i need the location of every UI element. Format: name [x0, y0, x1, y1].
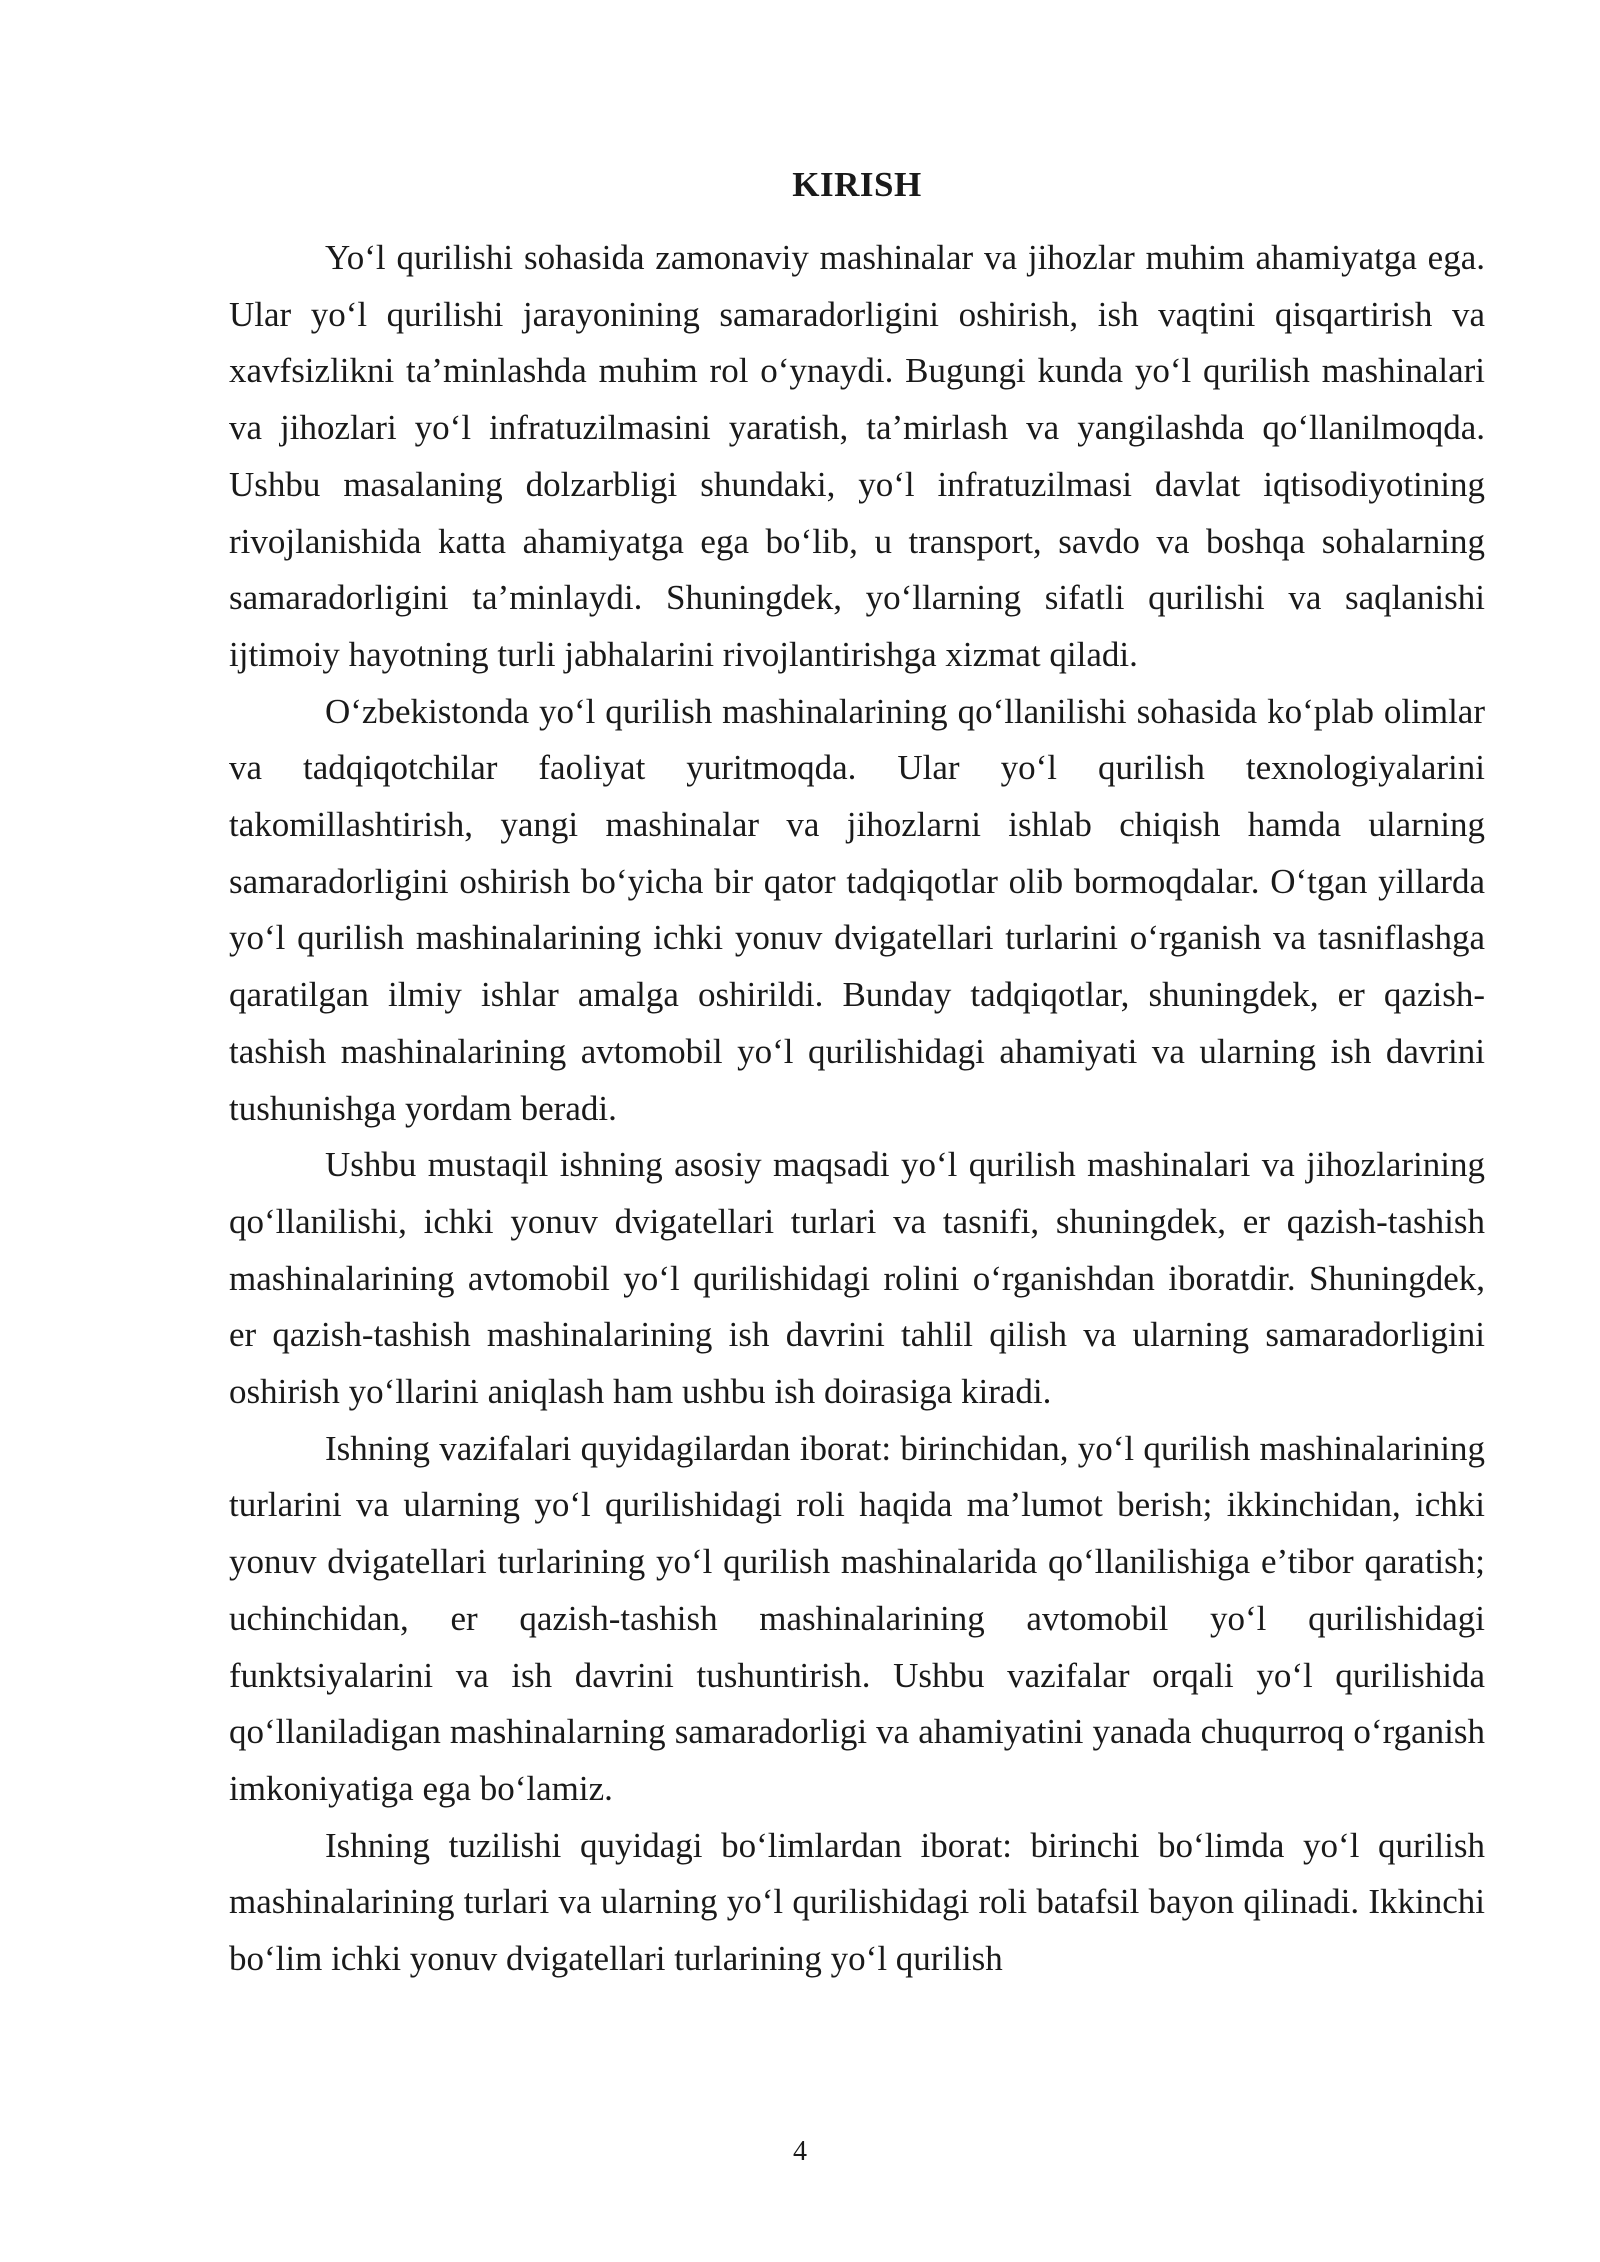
- page-number: 4: [793, 2136, 807, 2167]
- paragraph-5: Ishning tuzilishi quyidagi bo‘limlardan iborat: birinchi bo‘limda yo‘l qurilish mashinalarining turlari va ularning yo‘l qurilishidagi roli batafsil bayon qilinadi. Ikkinchi bo‘lim ichki yonuv dvigatellari turlarining yo‘l qurilish: [229, 1825, 1485, 1979]
- page-content: [229, 160, 1485, 1988]
- paragraph-2: O‘zbekistonda yo‘l qurilish mashinalarining qo‘llanilishi sohasida ko‘plab olimlar va tadqiqotchilar faoliyat yuritmoqda. Ular yo‘l qurilish texnologiyalarini takomillashtirish, yangi mashinalar va jihozlarni ishlab chiqish hamda ularning samaradorligini oshirish bo‘yicha bir qator tadqiqotlar olib bormoqdalar. O‘tgan yillarda yo‘l qurilish mashinalarining ichki yonuv dvigatellari turlarini o‘rganish va tasniflashga qaratilgan ilmiy ishlar amalga oshirildi. Bunday tadqiqotlar, shuningdek, er qazish-tashish mashinalarining avtomobil yo‘l qurilishidagi ahamiyati va ularning ish davrini tushunishga yordam beradi.: [229, 691, 1485, 1128]
- paragraph-4: Ishning vazifalari quyidagilardan iborat: birinchidan, yo‘l qurilish mashinalarining turlarini va ularning yo‘l qurilishidagi roli haqida ma’lumot berish; ikkinchidan, ichki yonuv dvigatellari turlarining yo‘l qurilish mashinalarida qo‘llanilishiga e’tibor qaratish; uchinchidan, er qazish-tashish mashinalarining avtomobil yo‘l qurilishidagi funktsiyalarini va ish davrini tushuntirish. Ushbu vazifalar orqali yo‘l qurilishida qo‘llaniladigan mashinalarning samaradorligi va ahamiyatini yanada chuqurroq o‘rganish imkoniyatiga ega bo‘lamiz.: [229, 1428, 1485, 1808]
- page-title: KIRISH: [792, 165, 922, 204]
- paragraph-1: Yo‘l qurilishi sohasida zamonaviy mashinalar va jihozlar muhim ahamiyatga ega. Ular yo‘l qurilishi jarayonining samaradorligini oshirish, ish vaqtini qisqartirish va xavfsizlikni ta’minlashda muhim rol o‘ynaydi. Bugungi kunda yo‘l qurilish mashinalari va jihozlari yo‘l infratuzilmasini yaratish, ta’mirlash va yangilashda qo‘llanilmoqda. Ushbu masalaning dolzarbligi shundaki, yo‘l infratuzilmasi davlat iqtisodiyotining rivojlanishida katta ahamiyatga ega bo‘lib, u transport, savdo va boshqa sohalarning samaradorligini ta’minlaydi. Shuningdek, yo‘llarning sifatli qurilishi va saqlanishi ijtimoiy hayotning turli jabhalarini rivojlantirishga xizmat qiladi.: [229, 238, 1485, 674]
- paragraph-3: Ushbu mustaqil ishning asosiy maqsadi yo‘l qurilish mashinalari va jihozlarining qo‘llanilishi, ichki yonuv dvigatellari turlari va tasnifi, shuningdek, er qazish-tashish mashinalarining avtomobil yo‘l qurilishidagi rolini o‘rganishdan iboratdir. Shuningdek, er qazish-tashish mashinalarining ish davrini tahlil qilish va ularning samaradorligini oshirish yo‘llarini aniqlash ham ushbu ish doirasiga kiradi.: [229, 1145, 1485, 1412]
